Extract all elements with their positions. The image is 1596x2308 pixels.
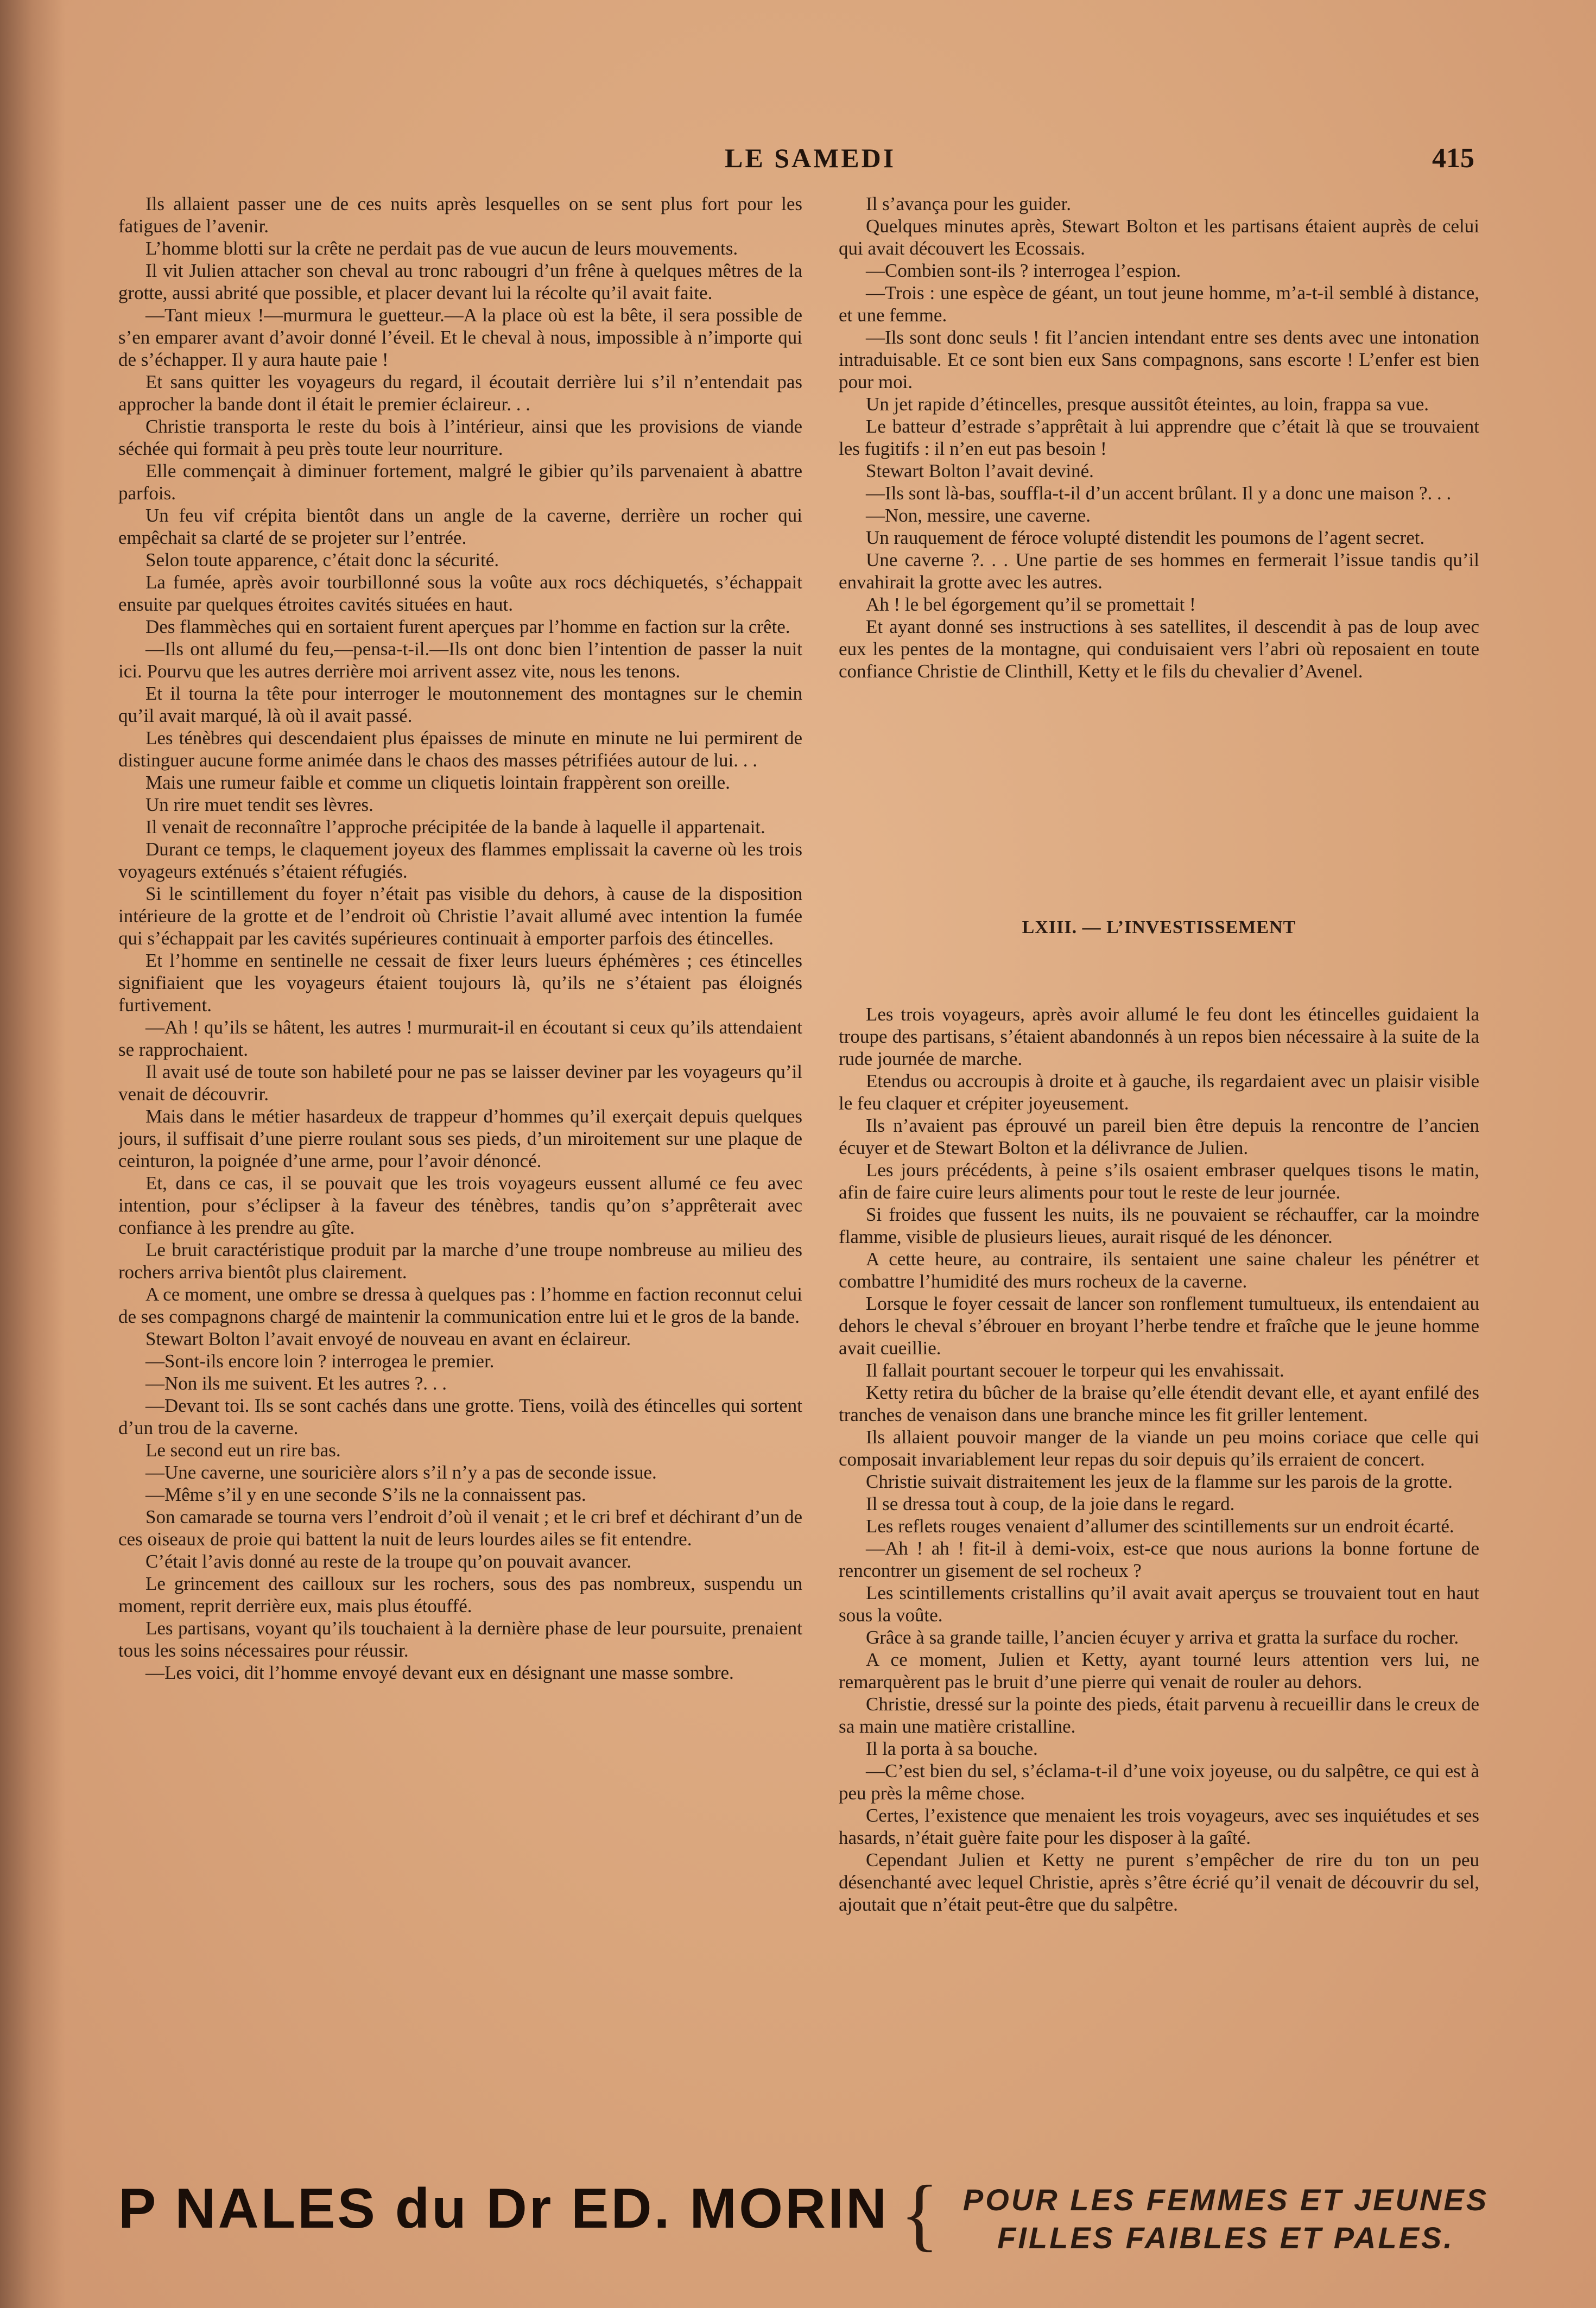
paragraph: Et l’homme en sentinelle ne cessait de fixer leurs lueurs éphémères ; ces étincelles signifiaient que les voyageurs étaient toujours là, qu’ils ne s’étaient pas éloignés furtivement. xyxy=(118,950,802,1016)
paragraph: Etendus ou accroupis à droite et à gauche, ils regardaient avec un plaisir visible le feu claquer et crépiter joyeusement. xyxy=(839,1070,1479,1114)
advertisement-banner xyxy=(118,2166,1508,2274)
paragraph: Durant ce temps, le claquement joyeux des flammes emplissait la caverne où les trois voyageurs exténués s’étaient réfugiés. xyxy=(118,839,802,882)
paragraph: Une caverne ?. . . Une partie de ses hommes en fermerait l’issue tandis qu’il envahirait la grotte avec les autres. xyxy=(839,549,1479,593)
paragraph: Elle commençait à diminuer fortement, malgré le gibier qu’ils parvenaient à abattre parfois. xyxy=(118,460,802,504)
paragraph: Quelques minutes après, Stewart Bolton et les partisans étaient auprès de celui qui avait découvert les Ecossais. xyxy=(839,215,1479,259)
paragraph: Ils allaient pouvoir manger de la viande un peu moins coriace que celle qui composait invariablement leur repas du soir depuis qu’ils erraient de concert. xyxy=(839,1426,1479,1470)
page-shadow-edge xyxy=(0,0,65,2308)
paragraph: A cette heure, au contraire, ils sentaient une saine chaleur les pénétrer et combattre l’humidité des murs rocheux de la caverne. xyxy=(839,1248,1479,1292)
paragraph: Les scintillements cristallins qu’il avait avait aperçus se trouvaient tout en haut sous la voûte. xyxy=(839,1582,1479,1626)
ad-product-name: P NALES du Dr ED. MORIN xyxy=(118,2177,889,2240)
paragraph: Christie suivait distraitement les jeux de la flamme sur les parois de la grotte. xyxy=(866,1471,1453,1492)
paragraph: —C’est bien du sel, s’éclama-t-il d’une voix joyeuse, ou du salpêtre, ce qui est à peu près la même chose. xyxy=(839,1760,1479,1804)
paragraph: L’homme blotti sur la crête ne perdait pas de vue aucun de leurs mouvements. xyxy=(145,238,738,259)
paragraph: Cependant Julien et Ketty ne purent s’empêcher de rire du ton un peu désenchanté avec lequel Christie, après s’être écrié qu’il venait de découvrir du sel, ajoutait que n’était peut-être que du salpêtre. xyxy=(839,1849,1479,1915)
paragraph: Le batteur d’estrade s’apprêtait à lui apprendre que c’était là que se trouvaient les fugitifs : il n’en eut pas besoin ! xyxy=(839,416,1479,459)
running-head-title: LE SAMEDI xyxy=(725,143,896,173)
paragraph: Si froides que fussent les nuits, ils ne pouvaient se réchauffer, car la moindre flamme, visible de plusieurs lieues, aurait risqué de les dénoncer. xyxy=(839,1204,1479,1247)
chapter-heading: LXIII. — L’INVESTISSEMENT xyxy=(1022,917,1296,937)
paragraph: Il vit Julien attacher son cheval au tronc rabougri d’un frêne à quelques mêtres de la grotte, aussi abrité que possible, et placer devant lui la récolte qu’il avait faite. xyxy=(118,260,802,303)
paragraph: Lorsque le foyer cessait de lancer son ronflement tumultueux, ils entendaient au dehors le cheval s’ébrouer en broyant l’herbe tendre et fraîche que le jeune homme avait cueillie. xyxy=(839,1293,1479,1359)
paragraph: Mais une rumeur faible et comme un cliquetis lointain frappèrent son oreille. xyxy=(145,772,730,793)
paragraph: Le grincement des cailloux sur les rochers, sous des pas nombreux, suspendu un moment, reprit derrière eux, mais plus étouffé. xyxy=(118,1573,802,1616)
paragraph: —Les voici, dit l’homme envoyé devant eux en désignant une masse sombre. xyxy=(145,1662,734,1683)
paragraph: Les trois voyageurs, après avoir allumé le feu dont les étincelles guidaient la troupe des partisans, s’étaient abandonnés à un repos bien nécessaire à la suite de la rude journée de marche. xyxy=(839,1004,1479,1069)
paragraph: —Combien sont-ils ? interrogea l’espion. xyxy=(866,260,1181,281)
paragraph: —Trois : une espèce de géant, un tout jeune homme, m’a-t-il semblé à distance, et une femme. xyxy=(839,282,1479,326)
paragraph: Le bruit caractéristique produit par la marche d’une troupe nombreuse au milieu des rochers arriva bientôt plus clairement. xyxy=(118,1239,802,1283)
paragraph: Et il tourna la tête pour interroger le moutonnement des montagnes sur le chemin qu’il avait marqué, là où il avait passé. xyxy=(118,683,802,726)
paragraph: Il se dressa tout à coup, de la joie dans le regard. xyxy=(866,1493,1235,1514)
paragraph: C’était l’avis donné au reste de la troupe qu’on pouvait avancer. xyxy=(145,1551,632,1572)
paragraph: —Ils ont allumé du feu,—pensa-t-il.—Ils ont donc bien l’intention de passer la nuit ici. Pourvu que les autres derrière moi arrivent assez vite, nous les tenons. xyxy=(118,638,802,682)
paragraph: Grâce à sa grande taille, l’ancien écuyer y arriva et gratta la surface du rocher. xyxy=(866,1627,1459,1648)
paragraph: Christie, dressé sur la pointe des pieds, était parvenu à recueillir dans le creux de sa main une matière cristalline. xyxy=(839,1694,1479,1737)
left-text-column xyxy=(118,193,802,2158)
paragraph: Les ténèbres qui descendaient plus épaisses de minute en minute ne lui permirent de distinguer aucune forme animée dans le chaos des masses pétrifiées autour de lui. . . xyxy=(118,727,802,771)
paragraph: —Tant mieux !—murmura le guetteur.—A la place où est la bête, il sera possible de s’en emparer avant d’avoir donné l’éveil. Et le cheval à nous, impossible à n’importe qui de s’échapper. Il y aura haute paie ! xyxy=(118,305,802,370)
paragraph: —Ils sont donc seuls ! fit l’ancien intendant entre ses dents avec une intonation intraduisable. Et ce sont bien eux Sans compagnons, sans escorte ! L’enfer est bien pour moi. xyxy=(839,327,1479,392)
page-number: 415 xyxy=(1432,143,1474,174)
paragraph: Les partisans, voyant qu’ils touchaient à la dernière phase de leur poursuite, prenaient tous les soins nécessaires pour réussir. xyxy=(118,1618,802,1661)
paragraph: —Ils sont là-bas, souffla-t-il d’un accent brûlant. Il y a donc une maison ?. . . xyxy=(866,483,1452,504)
paragraph: Mais dans le métier hasardeux de trappeur d’hommes qu’il exerçait depuis quelques jours, il suffisait d’une pierre roulant sous ses pieds, d’un miroitement sur une plaque de ceinturon, la poignée d’une arme, pour l’avoir dénoncé. xyxy=(118,1106,802,1171)
paragraph: Il avait usé de toute son habileté pour ne pas se laisser deviner par les voyageurs qu’il venait de découvrir. xyxy=(118,1061,802,1105)
ad-brace: { xyxy=(900,2169,939,2259)
paragraph: Stewart Bolton l’avait deviné. xyxy=(866,460,1094,481)
paragraph: Si le scintillement du foyer n’était pas visible du dehors, à cause de la disposition intérieure de la grotte et de l’endroit où Christie l’avait allumé avec intention la fumée qui s’échappait par les cavités supérieures continuait à emporter parfois des étincelles. xyxy=(118,883,802,949)
paragraph: —Devant toi. Ils se sont cachés dans une grotte. Tiens, voilà des étincelles qui sortent d’un trou de la caverne. xyxy=(118,1395,802,1438)
paragraph: Et, dans ce cas, il se pouvait que les trois voyageurs eussent allumé ce feu avec intention, pour s’éclipser à la faveur des ténèbres, tandis qu’on s’apprêterait avec confiance à les prendre au gîte. xyxy=(118,1172,802,1238)
paragraph: Il venait de reconnaître l’approche précipitée de la bande à laquelle il appartenait. xyxy=(145,816,765,838)
paragraph: —Même s’il y en une seconde S’ils ne la connaissent pas. xyxy=(145,1484,586,1505)
paragraph: —Ah ! ah ! fit-il à demi-voix, est-ce que nous aurions la bonne fortune de rencontrer un gisement de sel rocheux ? xyxy=(839,1538,1479,1581)
paragraph: —Non ils me suivent. Et les autres ?. . . xyxy=(145,1373,447,1394)
paragraph: Un rauquement de féroce volupté distendit les poumons de l’agent secret. xyxy=(866,527,1425,548)
paragraph: Stewart Bolton l’avait envoyé de nouveau en avant en éclaireur. xyxy=(145,1328,631,1349)
paragraph: Ils allaient passer une de ces nuits après lesquelles on se sent plus fort pour les fatigues de l’avenir. xyxy=(118,193,802,237)
paragraph: —Sont-ils encore loin ? interrogea le premier. xyxy=(145,1350,495,1372)
paragraph: Ah ! le bel égorgement qu’il se promettait ! xyxy=(866,594,1196,615)
paragraph: Son camarade se tourna vers l’endroit d’où il venait ; et le cri bref et déchirant d’un de ces oiseaux de proie qui battent la nuit de leurs lourdes ailes se fit entendre. xyxy=(118,1506,802,1550)
paragraph: Un rire muet tendit ses lèvres. xyxy=(145,794,373,815)
paragraph: Il fallait pourtant secouer le torpeur qui les envahissait. xyxy=(866,1360,1284,1381)
paragraph: Le second eut un rire bas. xyxy=(145,1440,341,1461)
paragraph: A ce moment, une ombre se dressa à quelques pas : l’homme en faction reconnut celui de ses compagnons chargé de maintenir la communication entre lui et le gros de la bande. xyxy=(118,1284,802,1327)
paragraph: Les reflets rouges venaient d’allumer des scintillements sur un endroit écarté. xyxy=(866,1516,1454,1537)
paragraph: A ce moment, Julien et Ketty, ayant tourné leurs attention vers lui, ne remarquèrent pas le bruit d’une pierre qui venait de rouler au dehors. xyxy=(839,1649,1479,1692)
paragraph: La fumée, après avoir tourbillonné sous la voûte aux rocs déchiquetés, s’échappait ensuite par quelques étroites cavités situées en haut. xyxy=(118,572,802,615)
paragraph: Il s’avança pour les guider. xyxy=(866,193,1072,214)
ad-tagline-line-2: FILLES FAIBLES ET PALES. xyxy=(997,2221,1454,2255)
paragraph: Il la porta à sa bouche. xyxy=(866,1738,1038,1759)
paragraph: —Non, messire, une caverne. xyxy=(866,505,1091,526)
ad-tagline xyxy=(938,2181,1513,2257)
paragraph: Et sans quitter les voyageurs du regard, il écoutait derrière lui s’il n’entendait pas approcher la bande dont il était le premier éclaireur. . . xyxy=(118,371,802,415)
paragraph: Un feu vif crépita bientôt dans un angle de la caverne, derrière un rocher qui empêchait sa clarté de se projeter sur l’entrée. xyxy=(118,505,802,548)
paragraph: Selon toute apparence, c’était donc la sécurité. xyxy=(145,549,499,570)
paragraph: Ils n’avaient pas éprouvé un pareil bien être depuis la rencontre de l’ancien écuyer et de Stewart Bolton et la délivrance de Julien. xyxy=(839,1115,1479,1158)
paragraph: Les jours précédents, à peine s’ils osaient embraser quelques tisons le matin, afin de faire cuire leurs aliments pour tout le reste de leur journée. xyxy=(839,1159,1479,1203)
paragraph: Et ayant donné ses instructions à ses satellites, il descendit à pas de loup avec eux les pentes de la montagne, qui conduisaient vers l’abri où reposaient en toute confiance Christie de Clinthill, Ketty et le fils du chevalier d’Avenel. xyxy=(839,616,1479,682)
paragraph: —Ah ! qu’ils se hâtent, les autres ! murmurait-il en écoutant si ceux qu’ils attendaient se rapprochaient. xyxy=(118,1017,802,1060)
paragraph: Un jet rapide d’étincelles, presque aussitôt éteintes, au loin, frappa sa vue. xyxy=(866,394,1429,415)
paragraph: Ketty retira du bûcher de la braise qu’elle étendit devant elle, et ayant enfilé des tranches de venaison dans une branche mince les fit griller lentement. xyxy=(839,1382,1479,1425)
ad-tagline-line-1: POUR LES FEMMES ET JEUNES xyxy=(962,2183,1489,2217)
paragraph: Des flammèches qui en sortaient furent aperçues par l’homme en faction sur la crête. xyxy=(145,616,790,637)
paragraph: Christie transporta le reste du bois à l’intérieur, ainsi que les provisions de viande séchée qui formait à peu près toute leur nourriture. xyxy=(118,416,802,459)
paragraph: —Une caverne, une souricière alors s’il n’y a pas de seconde issue. xyxy=(145,1462,657,1483)
paragraph: Certes, l’existence que menaient les trois voyageurs, avec ses inquiétudes et ses hasards, n’était guère faite pour les disposer à la gaîté. xyxy=(839,1805,1479,1848)
right-text-column-bottom xyxy=(839,1003,1479,2167)
